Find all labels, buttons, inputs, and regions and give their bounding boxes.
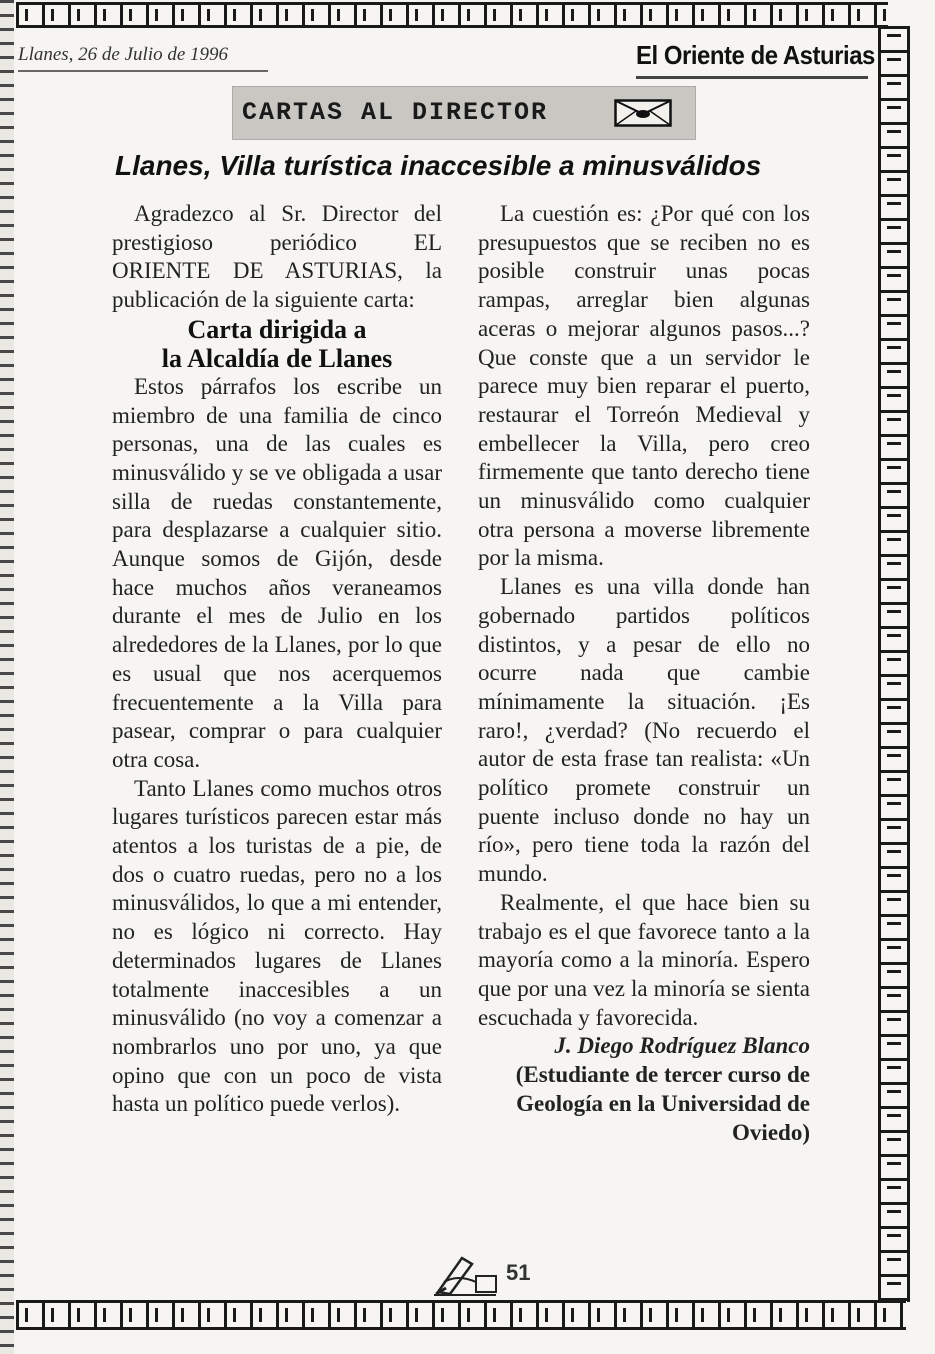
- paragraph-4: Llanes es una villa donde han gobernado partidos políticos distintos, y a pesar de ello no ocurre nada que cambie mínimamente la situación. ¡Es raro!, ¿verdad? (No recuerdo el autor de esta frase tan realista: «Un político promete construir un puente incluso donde no hay un río», pero tiene toda la razón del mundo.: [478, 574, 810, 887]
- envelope-icon: [614, 99, 672, 127]
- date-rule: [18, 70, 268, 72]
- paragraph-3: La cuestión es: ¿Por qué con los presupuestos que se reciben no es posible construir unas pocas rampas, arreglar bien algunas aceras o mejorar algunos pasos...? Que conste que a un servidor le parece muy bien reparar el puerto, restaurar el Torreón Medieval y embellecer la Villa, pero creo firmemente que tanto derecho tiene un minusválido como cualquier otra persona a moverse libremente por la misma.: [478, 201, 810, 571]
- paragraph-5: Realmente, el que hace bien su trabajo es el que favorece tanto a la mayoría como a la minoría. Espero que por una vez la minoría se sienta escuchada y favorecida.: [478, 889, 810, 1030]
- newspaper-name: El Oriente de Asturias: [636, 40, 875, 70]
- article-headline: Llanes, Villa turística inaccesible a minusválidos: [115, 150, 762, 181]
- signature-affiliation: (Estudiante de tercer curso de Geología en la Universidad de Oviedo): [515, 1062, 810, 1145]
- signature: [478, 1032, 810, 1147]
- page-edge: [0, 0, 14, 1354]
- newspaper-rule: [636, 76, 868, 79]
- greek-key-border-right: [878, 26, 910, 1302]
- section-title: CARTAS AL DIRECTOR: [242, 98, 549, 127]
- page-number: 51: [506, 1260, 531, 1285]
- letter-subhead-line-1: Carta dirigida a: [187, 314, 367, 344]
- intro-paragraph: Agradezco al Sr. Director del prestigioso periódico EL ORIENTE DE ASTURIAS, la publicación de la siguiente carta:: [112, 201, 442, 313]
- publication-date: Llanes, 26 de Julio de 1996: [18, 44, 229, 65]
- column-right: [478, 200, 810, 1147]
- column-left: [112, 200, 442, 1119]
- greek-key-border-bottom: [16, 1300, 906, 1330]
- signature-name: J. Diego Rodríguez Blanco: [554, 1033, 810, 1059]
- paragraph-2: Tanto Llanes como muchos otros lugares turísticos parecen estar más atentos a los turistas de a pie, de dos o cuatro ruedas, pero no a los minusválidos, lo que a mi entender, no es lógico ni correcto. Hay determinados lugares de Llanes totalmente inaccesibles a un minusválido (no voy a comenzar a nombrarlos uno por uno, ya que opino que con un poco de vista hasta un político puede verlos).: [112, 775, 442, 1117]
- letter-subhead-line-2: la Alcaldía de Llanes: [161, 343, 393, 373]
- pen-icon: [432, 1252, 498, 1296]
- paragraph-1: Estos párrafos los escribe un miembro de una familia de cinco personas, una de las cuales es minusválido y se ve obligada a usar silla de ruedas constantemente, para desplazarse a cualquier sitio. Aunque somos de Gijón, desde hace muchos años veraneamos durante el mes de Julio en los alrededores de la Llanes, por lo que es usual que nos acerquemos frecuentemente a la Villa para pasear, comprar o para cualquier otra cosa.: [112, 373, 442, 772]
- greek-key-border-top: [16, 2, 888, 28]
